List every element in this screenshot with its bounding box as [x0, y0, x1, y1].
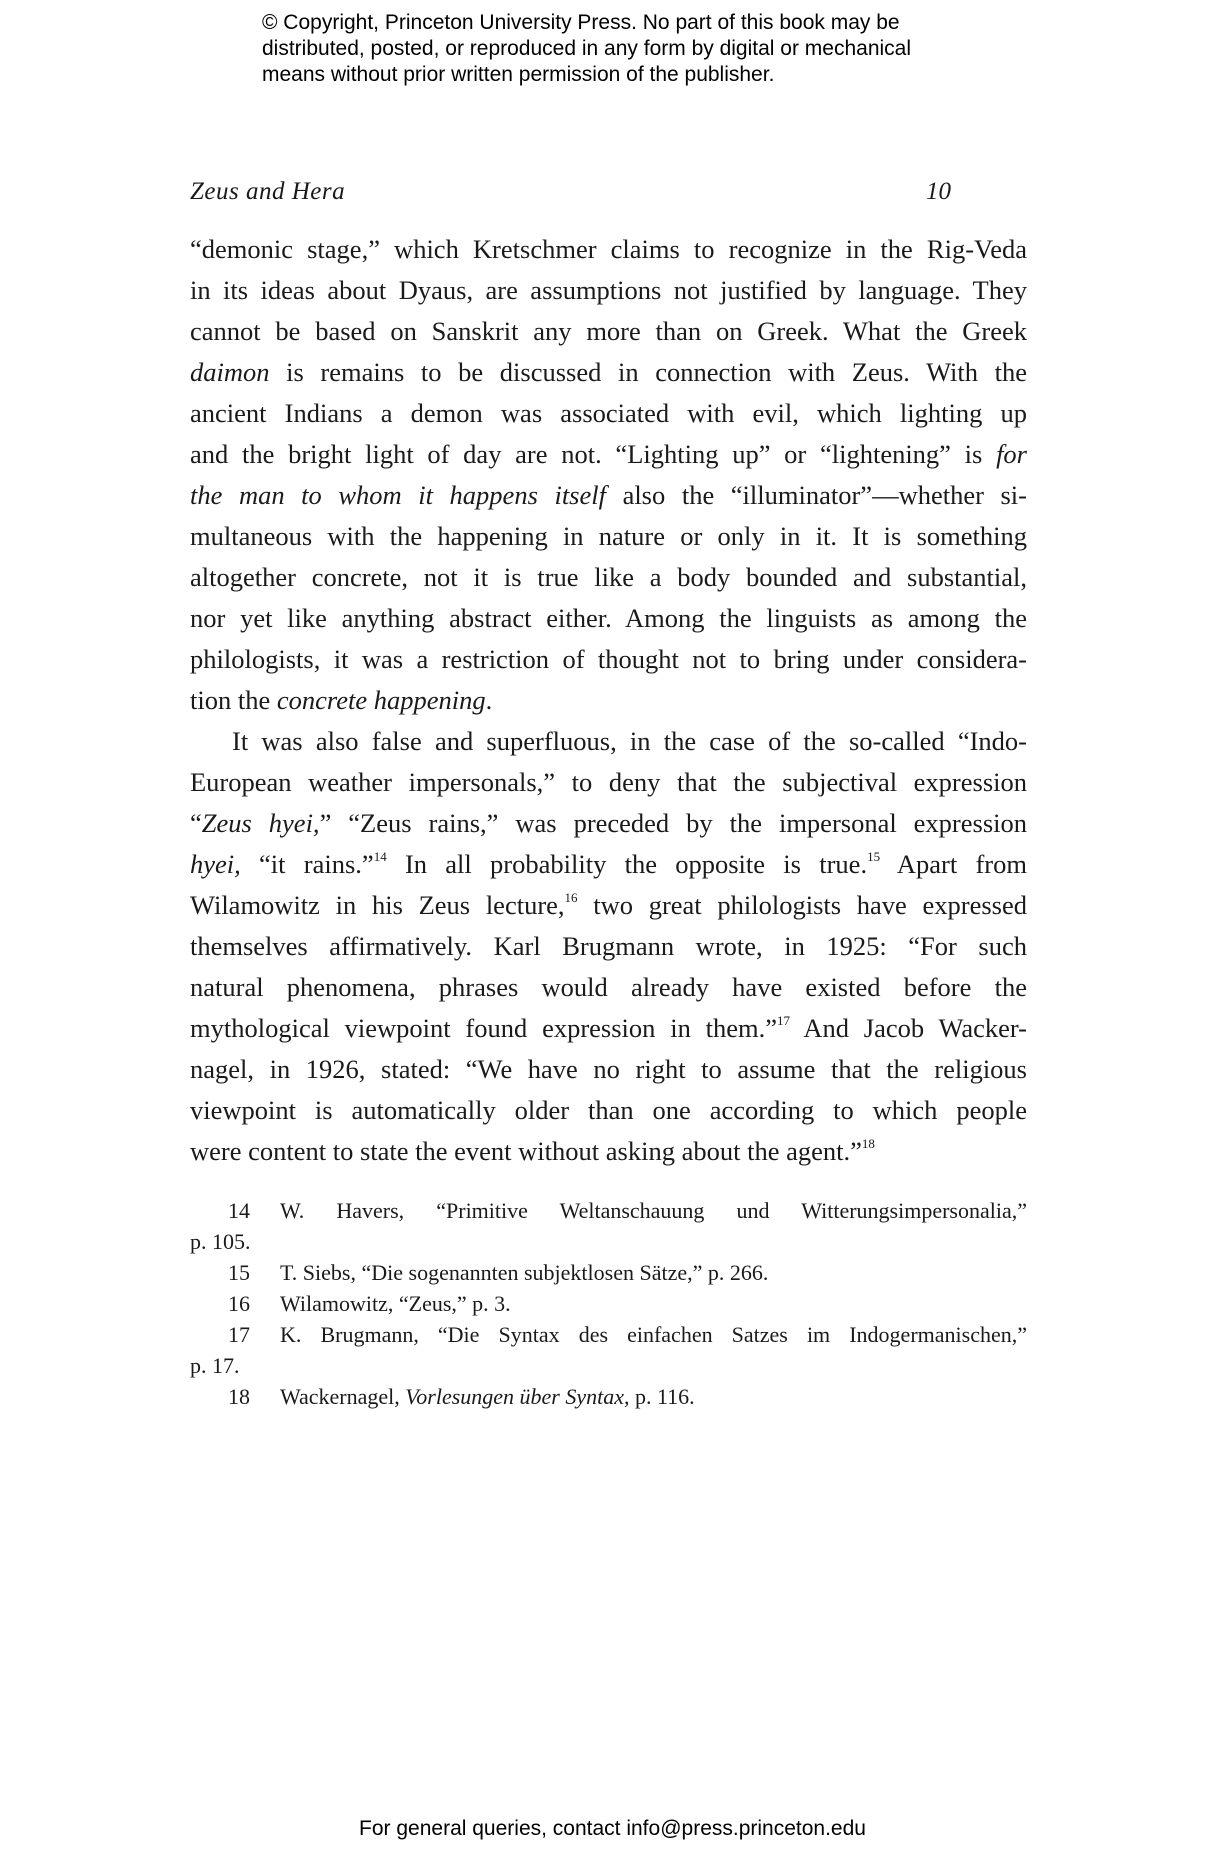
footnote-number: 18 — [228, 1384, 250, 1409]
italic-phrase: concrete happening — [276, 685, 486, 715]
footnote-14 — [190, 1195, 1027, 1226]
footnote-continuation: p. 105. — [190, 1229, 251, 1254]
text-line: It was also false and superfluous, in the case of the so-called “Indo- — [232, 726, 1027, 756]
body-text — [190, 229, 1027, 1172]
footnote-number: 14 — [228, 1198, 250, 1223]
text-line — [190, 475, 1027, 516]
copyright-notice — [262, 10, 1022, 88]
text-line: viewpoint is automatically older than one according to which people — [190, 1095, 1027, 1125]
footnote-number: 17 — [228, 1322, 250, 1347]
text-line — [190, 803, 1027, 844]
text-line — [190, 680, 1027, 721]
page-number: 10 — [926, 178, 951, 205]
text-run: Wilamowitz in his Zeus lecture, — [190, 890, 565, 920]
footnotes — [190, 1195, 1027, 1412]
text-line: themselves affirmatively. Karl Brugmann wrote, in 1925: “For such — [190, 931, 1027, 961]
footnote-17 — [190, 1319, 1027, 1350]
text-run: In all probability the opposite is true. — [386, 849, 868, 879]
copyright-line: means without prior written permission of the publisher. — [262, 63, 775, 86]
running-head — [190, 176, 1027, 210]
text-line — [190, 885, 1027, 926]
footnote-marker: 14 — [373, 849, 387, 864]
footnote-continuation: p. 17. — [190, 1353, 240, 1378]
italic-phrase: the man to whom it happens itself — [190, 480, 606, 510]
footnote-text — [280, 1381, 1027, 1412]
footnote-15 — [190, 1257, 1027, 1288]
text-run: also the “illuminator”—whether si- — [605, 480, 1027, 510]
text-line: ancient Indians a demon was associated with evil, which lighting up — [190, 398, 1027, 428]
footnote-number: 16 — [228, 1291, 250, 1316]
contact-footer: For general queries, contact info@press.princeton.edu — [359, 1817, 866, 1840]
text-line: altogether concrete, not it is true like a body bounded and substantial, — [190, 562, 1027, 592]
text-line — [190, 1008, 1027, 1049]
text-line: in its ideas about Dyaus, are assumptions not justified by language. They — [190, 275, 1027, 305]
footnote-marker: 16 — [564, 890, 578, 905]
footnote-text: T. Siebs, “Die sogenannten subjektlosen Sätze,” p. 266. — [280, 1260, 769, 1285]
book-title: Vorlesungen über Syntax — [405, 1384, 624, 1409]
text-line: multaneous with the happening in nature or only in it. It is something — [190, 521, 1027, 551]
text-run: . — [485, 685, 493, 715]
text-line: philologists, it was a restriction of thought not to bring under considera- — [190, 644, 1027, 674]
text-run: , p. 116. — [624, 1384, 695, 1409]
text-line: cannot be based on Sanskrit any more than on Greek. What the Greek — [190, 316, 1027, 346]
text-line: nor yet like anything abstract either. Among the linguists as among the — [190, 603, 1027, 633]
text-run: tion the — [190, 685, 277, 715]
copyright-line: © Copyright, Princeton University Press. No part of this book may be — [262, 11, 900, 34]
running-title: Zeus and Hera — [190, 178, 346, 205]
footnote-16 — [190, 1288, 1027, 1319]
text-line — [190, 844, 1027, 885]
footnote-text: Wilamowitz, “Zeus,” p. 3. — [280, 1291, 511, 1316]
text-run: is remains to be discussed in connection with Zeus. With the — [269, 357, 1027, 387]
italic-phrase: for — [996, 439, 1027, 469]
text-run: “it rains.” — [240, 849, 374, 879]
text-line: “demonic stage,” which Kretschmer claims to recognize in the Rig-Veda — [190, 234, 1027, 264]
italic-phrase: Zeus hyei, — [201, 808, 320, 838]
text-line: natural phenomena, phrases would already have existed before the — [190, 972, 1027, 1002]
text-run: were content to state the event without asking about the agent.” — [190, 1136, 862, 1166]
footnote-marker: 15 — [867, 849, 881, 864]
text-run: “ — [190, 808, 202, 838]
footnote-marker: 17 — [777, 1013, 790, 1028]
text-line: European weather impersonals,” to deny that the subjectival expression — [190, 767, 1027, 797]
text-run: And Jacob Wacker- — [790, 1013, 1027, 1043]
text-line: nagel, in 1926, stated: “We have no right to assume that the religious — [190, 1054, 1027, 1084]
text-run: two great philologists have expressed — [577, 890, 1027, 920]
text-line — [190, 352, 1027, 393]
italic-term: hyei, — [190, 849, 241, 879]
text-run: ” “Zeus rains,” was preceded by the impersonal expression — [319, 808, 1028, 838]
copyright-line: distributed, posted, or reproduced in any form by digital or mechanical — [262, 37, 912, 60]
footnote-text: K. Brugmann, “Die Syntax des einfachen Satzes im Indogermanischen,” — [280, 1322, 1027, 1347]
text-run: and the bright light of day are not. “Lighting up” or “lightening” is — [190, 439, 997, 469]
italic-term: daimon — [190, 357, 270, 387]
footnote-18 — [190, 1381, 1027, 1412]
text-run: Wackernagel, — [280, 1384, 406, 1409]
text-line — [190, 1131, 1027, 1172]
text-line — [190, 434, 1027, 475]
footnote-text: W. Havers, “Primitive Weltanschauung und Witterungsimpersonalia,” — [280, 1198, 1027, 1223]
footnote-number: 15 — [228, 1260, 250, 1285]
text-run: mythological viewpoint found expression in them.” — [190, 1013, 777, 1043]
footnote-marker: 18 — [861, 1136, 875, 1151]
text-run: Apart from — [880, 849, 1027, 879]
